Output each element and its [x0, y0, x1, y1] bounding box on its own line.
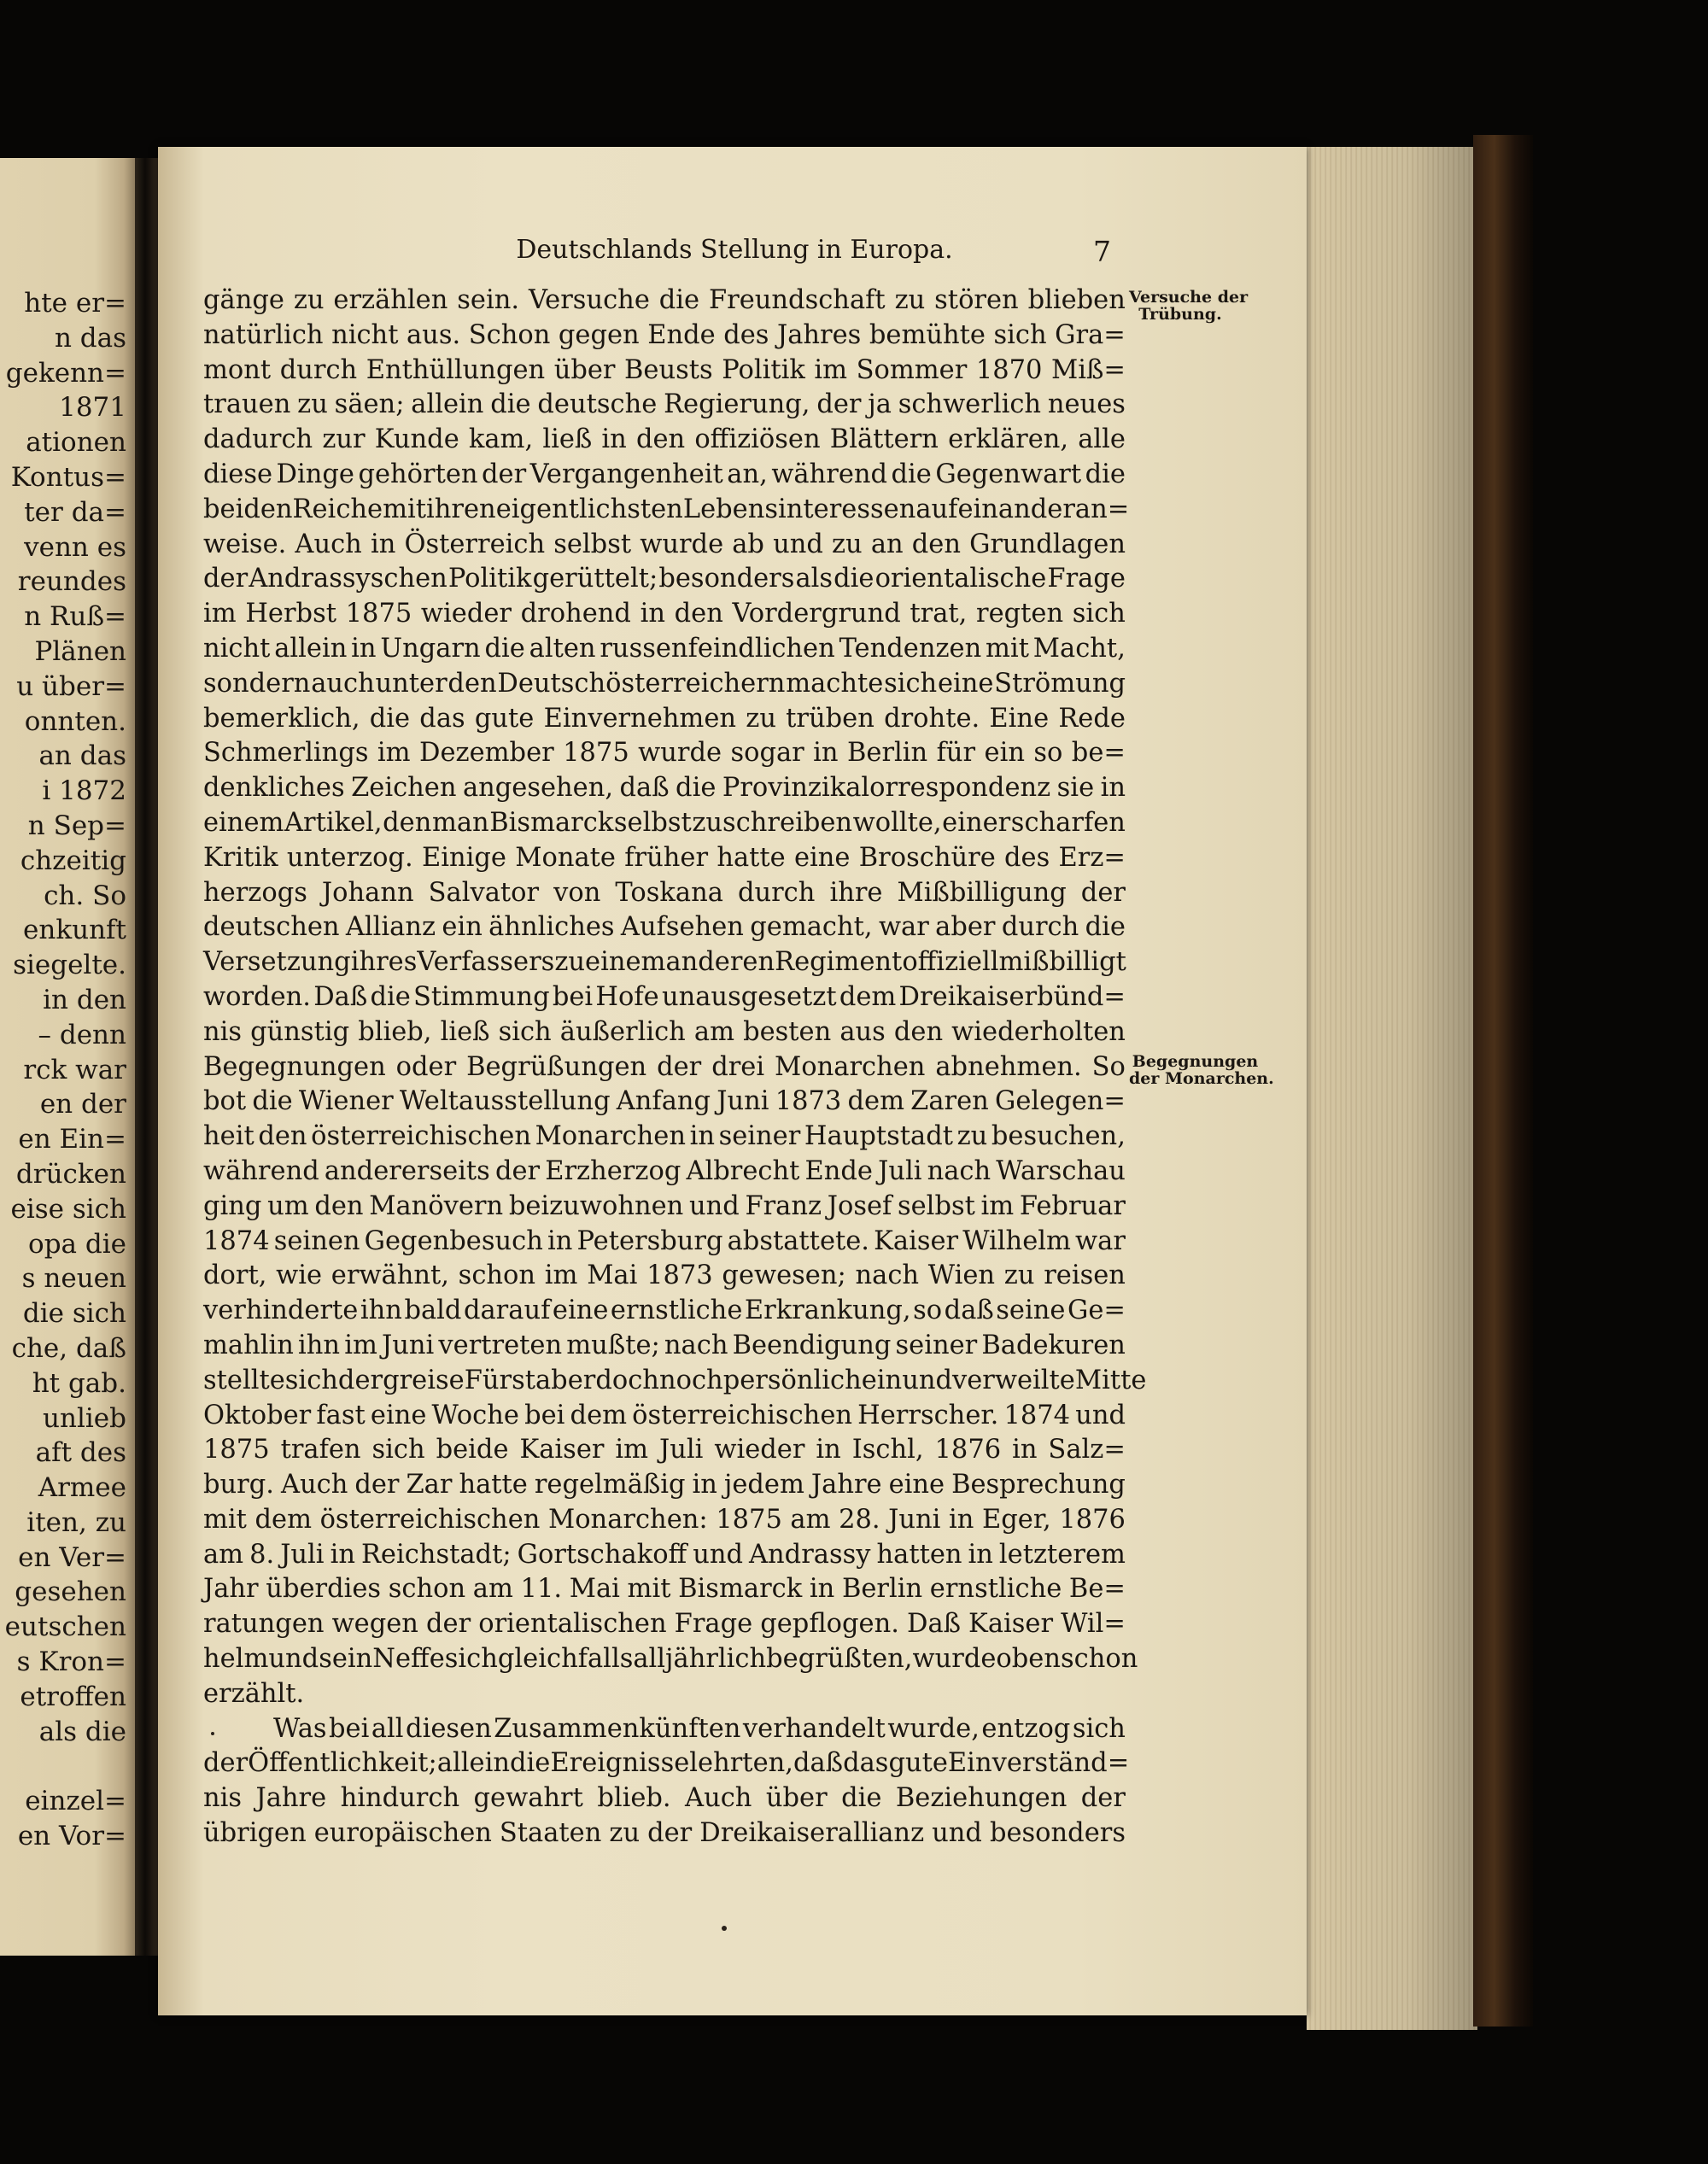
- left-page-line: i 1872: [42, 775, 126, 807]
- text-line: worden. Daß die Stimmung bei Hofe unausgesetzt dem Dreikaiserbünd=: [203, 981, 1126, 1012]
- text-line: diese Dinge gehörten der Vergangenheit an, während die Gegenwart die: [203, 459, 1126, 489]
- text-line: 1874 seinen Gegenbesuch in Petersburg abstattete. Kaiser Wilhelm war: [203, 1225, 1126, 1256]
- text-line: 1875 trafen sich beide Kaiser im Juli wieder in Ischl, 1876 in Salz=: [203, 1435, 1126, 1465]
- text-line: dort, wie erwähnt, schon im Mai 1873 gewesen; nach Wien zu reisen: [203, 1260, 1126, 1291]
- left-page-line: n Sep=: [27, 810, 126, 841]
- left-page-line: unlieb: [43, 1402, 126, 1434]
- left-page-text: [0, 286, 126, 1854]
- left-page-line: en Ein=: [18, 1124, 126, 1155]
- text-line: mit dem österreichischen Monarchen: 1875 am 28. Juni in Eger, 1876: [203, 1504, 1126, 1535]
- body-text: [203, 284, 1147, 1851]
- left-page-line: che, daß: [11, 1332, 126, 1364]
- text-line: herzogs Johann Salvator von Toskana durch ihre Mißbilligung der: [203, 877, 1126, 908]
- text-line: dadurch zur Kunde kam, ließ in den offiziösen Blättern erklären, alle: [203, 424, 1126, 455]
- margin-note-line: Begegnungen: [1132, 1052, 1259, 1071]
- text-line: burg. Auch der Zar hatte regelmäßig in jedem Jahre eine Besprechung: [203, 1470, 1126, 1500]
- text-line: Begegnungen oder Begrüßungen der drei Monarchen abnehmen. So: [203, 1051, 1126, 1082]
- text-line: erzählt.: [203, 1678, 305, 1709]
- left-page-line: siegelte.: [13, 950, 126, 981]
- text-line: ratungen wegen der orientalischen Frage gepflogen. Daß Kaiser Wil=: [203, 1609, 1126, 1640]
- left-page-line: einzel=: [25, 1786, 126, 1817]
- left-page-line: die sich: [22, 1298, 126, 1330]
- text-line: stellte sich der greise Fürst aber doch noch persönlich ein und verweilte Mitte: [203, 1365, 1147, 1395]
- left-page-line: Kontus=: [10, 461, 126, 493]
- left-page-line: chzeitig: [20, 845, 126, 876]
- left-page-line: gesehen: [15, 1576, 126, 1608]
- text-line: nis günstig blieb, ließ sich äußerlich am besten aus den wiederholten: [203, 1016, 1126, 1047]
- text-line: Was bei all diesen Zusammenkünften verhandelt wurde, entzog sich: [273, 1713, 1126, 1744]
- left-page-line: en Ver=: [18, 1541, 126, 1573]
- left-page-line: in den: [43, 984, 126, 1015]
- left-page-line: en Vor=: [17, 1821, 126, 1852]
- margin-note-line: Versuche der: [1129, 288, 1249, 307]
- text-line: beiden Reiche mit ihren eigentlichsten Lebensinteressen auf einander an=: [203, 494, 1130, 524]
- left-page-line: Armee: [38, 1472, 126, 1504]
- text-line: Schmerlings im Dezember 1875 wurde sogar in Berlin für ein so be=: [203, 738, 1126, 769]
- left-page-line: gekenn=: [5, 357, 126, 389]
- text-line: deutschen Allianz ein ähnliches Aufsehen gemacht, war aber durch die: [203, 912, 1126, 943]
- left-page-line: ch. So: [44, 880, 126, 911]
- left-page-line: hte er=: [24, 288, 126, 319]
- text-line: der Andrassyschen Politik gerüttelt; besonders als die orientalische Frage: [203, 564, 1126, 594]
- margin-note-versuche: [1129, 288, 1249, 324]
- text-line: bot die Wiener Weltausstellung Anfang Juni 1873 dem Zaren Gelegen=: [203, 1086, 1126, 1117]
- left-page-line: s Kron=: [16, 1646, 126, 1678]
- text-line: am 8. Juli in Reichstadt; Gortschakoff und Andrassy hatten in letzterem: [203, 1539, 1126, 1570]
- text-line: übrigen europäischen Staaten zu der Dreikaiserallianz und besonders: [203, 1818, 1126, 1849]
- margin-note-line: Trübung.: [1138, 305, 1222, 324]
- running-title: Deutschlands Stellung in Europa.: [516, 235, 953, 265]
- left-page-line: etroffen: [20, 1681, 126, 1712]
- margin-note-begegnungen: [1129, 1052, 1274, 1088]
- text-line: weise. Auch in Österreich selbst wurde ab und zu an den Grundlagen: [203, 529, 1126, 559]
- text-line: nis Jahre hindurch gewahrt blieb. Auch über die Beziehungen der: [203, 1783, 1126, 1814]
- left-page-line: ter da=: [24, 496, 126, 528]
- text-line: Oktober fast eine Woche bei dem österreichischen Herrscher. 1874 und: [203, 1400, 1126, 1430]
- text-line: heit den österreichischen Monarchen in seiner Hauptstadt zu besuchen,: [203, 1121, 1126, 1152]
- left-page-line: iten, zu: [26, 1506, 126, 1538]
- left-page-line: opa die: [28, 1228, 126, 1260]
- left-page-line: u über=: [16, 670, 126, 702]
- left-page-line: enkunft: [23, 915, 126, 946]
- book-gutter: [135, 158, 161, 1956]
- text-line: nicht allein in Ungarn die alten russenfeindlichen Tendenzen mit Macht,: [203, 633, 1126, 664]
- left-page-line: eutschen: [4, 1611, 126, 1643]
- left-page-line: 1871: [59, 392, 126, 424]
- text-line: gänge zu erzählen sein. Versuche die Freundschaft zu stören blieben: [203, 285, 1126, 315]
- text-line: Jahr überdies schon am 11. Mai mit Bismarck in Berlin ernstliche Be=: [203, 1574, 1126, 1605]
- page-header: [158, 235, 1307, 272]
- text-line: Kritik unterzog. Einige Monate früher hatte eine Broschüre des Erz=: [203, 842, 1126, 873]
- left-page-line: an das: [38, 740, 126, 772]
- left-page-line: rck war: [23, 1054, 126, 1085]
- left-page: [0, 158, 135, 1956]
- text-line: verhinderte ihn bald darauf eine ernstliche Erkrankung, so daß seine Ge=: [203, 1295, 1126, 1326]
- left-page-line: als die: [38, 1716, 126, 1747]
- text-line: mahlin ihn im Juni vertreten mußte; nach Beendigung seiner Badekuren: [203, 1330, 1126, 1360]
- margin-note-line: der Monarchen.: [1129, 1069, 1274, 1088]
- text-line: trauen zu säen; allein die deutsche Regierung, der ja schwerlich neues: [203, 389, 1126, 420]
- left-page-line: venn es: [24, 531, 126, 563]
- page-number: 7: [1093, 235, 1111, 268]
- left-page-line: en der: [39, 1089, 126, 1120]
- left-page-line: eise sich: [10, 1193, 126, 1225]
- text-line: ging um den Manövern beizuwohnen und Franz Josef selbst im Februar: [203, 1190, 1126, 1221]
- print-speck: [211, 1732, 214, 1735]
- left-page-line: ationen: [26, 427, 126, 459]
- text-line: denkliches Zeichen angesehen, daß die Provinzikalorrespondenz sie in: [203, 773, 1126, 804]
- text-line: während andererseits der Erzherzog Albrecht Ende Juli nach Warschau: [203, 1155, 1126, 1186]
- left-page-line: drücken: [15, 1158, 126, 1190]
- left-page-line: n das: [54, 322, 126, 354]
- left-page-line: n Ruß=: [24, 601, 126, 633]
- text-line: der Öffentlichkeit; allein die Ereignisse lehrten, daß das gute Einverständ=: [203, 1748, 1130, 1779]
- left-page-line: onnten.: [24, 705, 126, 737]
- left-page-line: s neuen: [21, 1263, 126, 1295]
- page-block-edge: [1307, 147, 1477, 2030]
- text-line: im Herbst 1875 wieder drohend in den Vordergrund trat, regten sich: [203, 599, 1126, 629]
- text-line: helm und sein Neffe sich gleichfalls alljährlich begrüßten, wurde oben schon: [203, 1644, 1138, 1675]
- left-page-line: – denn: [38, 1019, 126, 1050]
- text-line: einem Artikel, den man Bismarck selbst zuschreiben wollte, einer scharfen: [203, 807, 1126, 838]
- book-cover-edge: [1473, 135, 1533, 2027]
- print-speck: [722, 1926, 727, 1931]
- left-page-line: ht gab.: [32, 1367, 126, 1399]
- text-line: bemerklich, die das gute Einvernehmen zu trüben drohte. Eine Rede: [203, 703, 1126, 734]
- text-line: sondern auch unter den Deutschösterreichern machte sich eine Strömung: [203, 668, 1126, 699]
- text-line: natürlich nicht aus. Schon gegen Ende des Jahres bemühte sich Gra=: [203, 319, 1126, 350]
- left-page-line: Plänen: [34, 635, 126, 667]
- text-line: mont durch Enthüllungen über Beusts Politik im Sommer 1870 Miß=: [203, 354, 1126, 385]
- text-line: Versetzung ihres Verfassers zu einem anderen Regiment offiziell mißbilligt: [203, 947, 1126, 978]
- left-page-line: aft des: [35, 1437, 126, 1469]
- left-page-line: [0, 1749, 126, 1784]
- left-page-line: reundes: [17, 566, 126, 598]
